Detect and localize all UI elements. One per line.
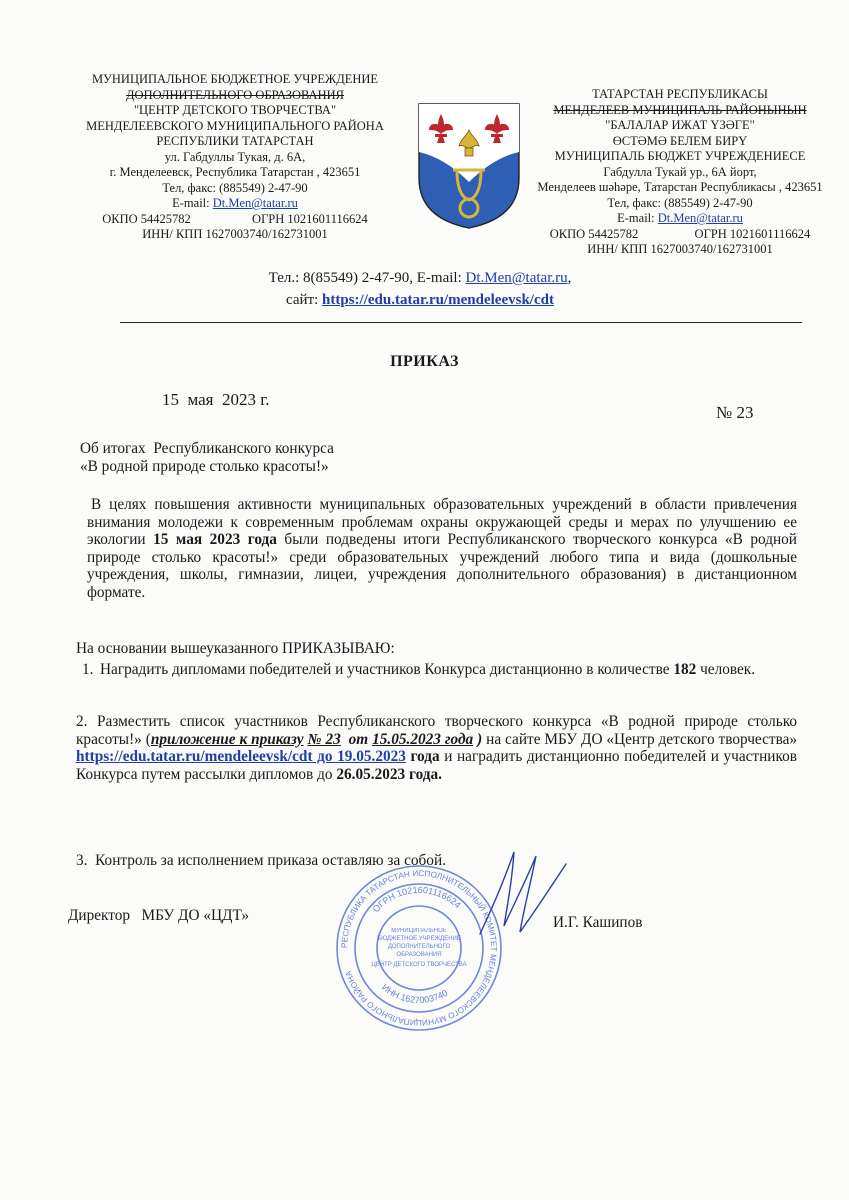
contact-site-label: сайт: bbox=[286, 292, 319, 308]
header-right-inn: ИНН/ КПП 1627003740/162731001 bbox=[587, 242, 773, 256]
intro-paragraph bbox=[87, 496, 797, 601]
header-left-line5: РЕСПУБЛИКИ ТАТАРСТАН bbox=[156, 134, 314, 148]
header-left-phone: Тел, факс: (885549) 2-47-90 bbox=[162, 180, 308, 195]
header-right-line2: МЕНДЕЛЕЕВ МУНИЦИПАЛЬ РАЙОНЫНЫН bbox=[553, 102, 807, 117]
stamp-center-1: МУНИЦИПАЛЬНОЕ bbox=[391, 928, 447, 934]
stamp-inn: ИНН 1627003740 bbox=[380, 982, 450, 1006]
order-subject-line1: Об итогах Республиканского конкурса bbox=[80, 440, 334, 457]
order-date: 15 мая 2023 г. bbox=[162, 390, 270, 409]
header-left-line3: "ЦЕНТР ДЕТСКОГО ТВОРЧЕСТВА" bbox=[133, 103, 337, 117]
header-left-email-row bbox=[75, 196, 395, 212]
header-left bbox=[75, 72, 395, 243]
header-left-line2: ДОПОЛНИТЕЛЬНОГО ОБРАЗОВАНИЯ bbox=[126, 87, 344, 102]
item-2-annex: приложение к приказу bbox=[150, 730, 304, 748]
coat-of-arms-emblem bbox=[415, 100, 523, 232]
item-1-tail: человек. bbox=[696, 661, 756, 678]
header-right-line1: ТАТАРСТАН РЕСПУБЛИКАСЫ bbox=[592, 87, 768, 101]
item-2-from: от bbox=[348, 730, 373, 748]
item-1 bbox=[82, 661, 797, 679]
contact-email-link[interactable]: Dt.Men@tatar.ru bbox=[465, 270, 568, 286]
item-3: 3. Контроль за исполнением приказа оставляю за собой. bbox=[76, 852, 446, 869]
header-left-line4: МЕНДЕЛЕЕВСКОГО МУНИЦИПАЛЬНОГО РАЙОНА bbox=[86, 118, 384, 133]
contact-site bbox=[180, 290, 660, 310]
header-right-okpo: ОКПО 54425782 bbox=[549, 226, 639, 241]
contact-email-suffix: , bbox=[567, 270, 572, 286]
item-2-deadline: 26.05.2023 года. bbox=[336, 765, 442, 783]
header-right-email-label: E-mail: bbox=[617, 211, 655, 225]
item-2-text-b: на сайте МБУ ДО «Центр детского творчества» bbox=[482, 730, 798, 748]
contact-site-link[interactable]: https://edu.tatar.ru/mendeleevsk/cdt bbox=[322, 292, 554, 308]
header-left-email-label: E-mail: bbox=[172, 196, 210, 210]
item-1-count: 182 bbox=[673, 661, 697, 678]
header-left-address2: г. Менделеевск, Республика Татарстан , 423651 bbox=[109, 165, 361, 179]
header-right-codes bbox=[530, 227, 830, 243]
header-right-phone: Тел, факс: (885549) 2-47-90 bbox=[607, 195, 753, 210]
header-right-email-row bbox=[530, 211, 830, 227]
header-right-address2: Менделеев шәһәре, Татарстан Республикасы , 423651 bbox=[537, 180, 823, 194]
header-left-okpo: ОКПО 54425782 bbox=[102, 211, 191, 226]
header-right-email-link[interactable]: Dt.Men@tatar.ru bbox=[657, 211, 743, 225]
contact-phone-email bbox=[180, 268, 660, 288]
order-title: ПРИКАЗ bbox=[390, 353, 459, 370]
header-left-address1: ул. Габдуллы Тукая, д. 6А, bbox=[164, 149, 306, 164]
item-1-text: Наградить дипломами победителей и участников Конкурса дистанционно в количестве bbox=[100, 661, 674, 678]
intro-date: 15 мая 2023 года bbox=[153, 531, 277, 548]
header-right-address1: Габдулла Тукай ур., 6А йорт, bbox=[603, 164, 757, 179]
header-left-email-link[interactable]: Dt.Men@tatar.ru bbox=[212, 196, 298, 210]
item-2-until-date: до 19.05.2023 bbox=[312, 748, 406, 765]
order-number: № 23 bbox=[716, 403, 754, 422]
stamp-center-3: ДОПОЛНИТЕЛЬНОГО bbox=[387, 944, 451, 950]
header-left-inn: ИНН/ КПП 1627003740/162731001 bbox=[142, 227, 328, 241]
stamp-center-2: БЮДЖЕТНОЕ УЧРЕЖДЕНИЕ bbox=[377, 936, 461, 942]
header-right-ogrn: ОГРН 1021601116624 bbox=[694, 226, 811, 241]
header-divider bbox=[120, 322, 802, 323]
intro-text-2: были подведены итоги Республиканского творческого конкурса «В родной природе столько красоты!» среди образовательных учреждений любого типа и вида (дошкольные учреждения, школы, гимназии, лицеи, учреждения дополнительного образования) в дистанционном формате. bbox=[87, 531, 797, 601]
item-2-order-number: № 23 bbox=[307, 730, 341, 748]
header-right-line5: МУНИЦИПАЛЬ БЮДЖЕТ УЧРЕЖДЕНИЕСЕ bbox=[554, 149, 806, 163]
item-2-year: года bbox=[405, 748, 440, 765]
basis-line: На основании вышеуказанного ПРИКАЗЫВАЮ: bbox=[76, 640, 395, 657]
order-subject bbox=[80, 440, 440, 475]
item-2-space-2 bbox=[341, 731, 349, 748]
director-title: Директор МБУ ДО «ЦДТ» bbox=[68, 907, 250, 924]
stamp-ring-text: РЕСПУБЛИКА ТАТАРСТАН ИСПОЛНИТЕЛЬНЫЙ КОМИТЕТ МЕНДЕЛЕЕВСКОГО МУНИЦИПАЛЬНОГО РАЙОНА bbox=[339, 868, 499, 1028]
item-2 bbox=[76, 713, 797, 783]
stamp-center-4: ОБРАЗОВАНИЯ bbox=[396, 952, 442, 958]
header-right-line3: "БАЛАЛАР ИЖАТ ҮЗӘГЕ" bbox=[605, 118, 755, 132]
header-right bbox=[530, 87, 830, 258]
contact-phone-text: Тел.: 8(85549) 2-47-90, E-mail: bbox=[268, 270, 462, 286]
item-2-text-c: и наградить дистанционно победителей и участников Конкурса путем рассылки дипломов до bbox=[76, 748, 797, 783]
order-subject-line2: «В родной природе столько красоты!» bbox=[80, 457, 329, 475]
item-2-site-link[interactable]: https://edu.tatar.ru/mendeleevsk/cdt bbox=[76, 748, 313, 765]
item-2-close: ) bbox=[473, 730, 483, 748]
director-name: И.Г. Кашипов bbox=[553, 914, 643, 931]
header-left-ogrn: ОГРН 1021601116624 bbox=[252, 211, 368, 226]
stamp-center-5: ЦЕНТР ДЕТСКОГО ТВОРЧЕСТВА bbox=[371, 962, 467, 968]
header-left-line1: МУНИЦИПАЛЬНОЕ БЮДЖЕТНОЕ УЧРЕЖДЕНИЕ bbox=[91, 72, 379, 86]
intro-text-1: В целях повышения активности муниципальных образовательных учреждений в области привлечения внимания молодежи к современным проблемам охраны окружающей среды и мерах по улучшению ее экологии bbox=[87, 496, 797, 548]
item-1-number: 1. bbox=[82, 661, 94, 678]
header-right-line4: ӨСТӘМӘ БЕЛЕМ БИРҮ bbox=[612, 133, 748, 148]
stamp-ogrn: ОГРН 1021601116624 bbox=[370, 884, 463, 915]
header-left-codes bbox=[75, 212, 395, 228]
item-2-order-date: 15.05.2023 года bbox=[372, 730, 474, 748]
item-2-text-a: 2. Разместить список участников Республиканского творческого конкурса «В родной природе столько красоты!» ( bbox=[76, 713, 797, 748]
